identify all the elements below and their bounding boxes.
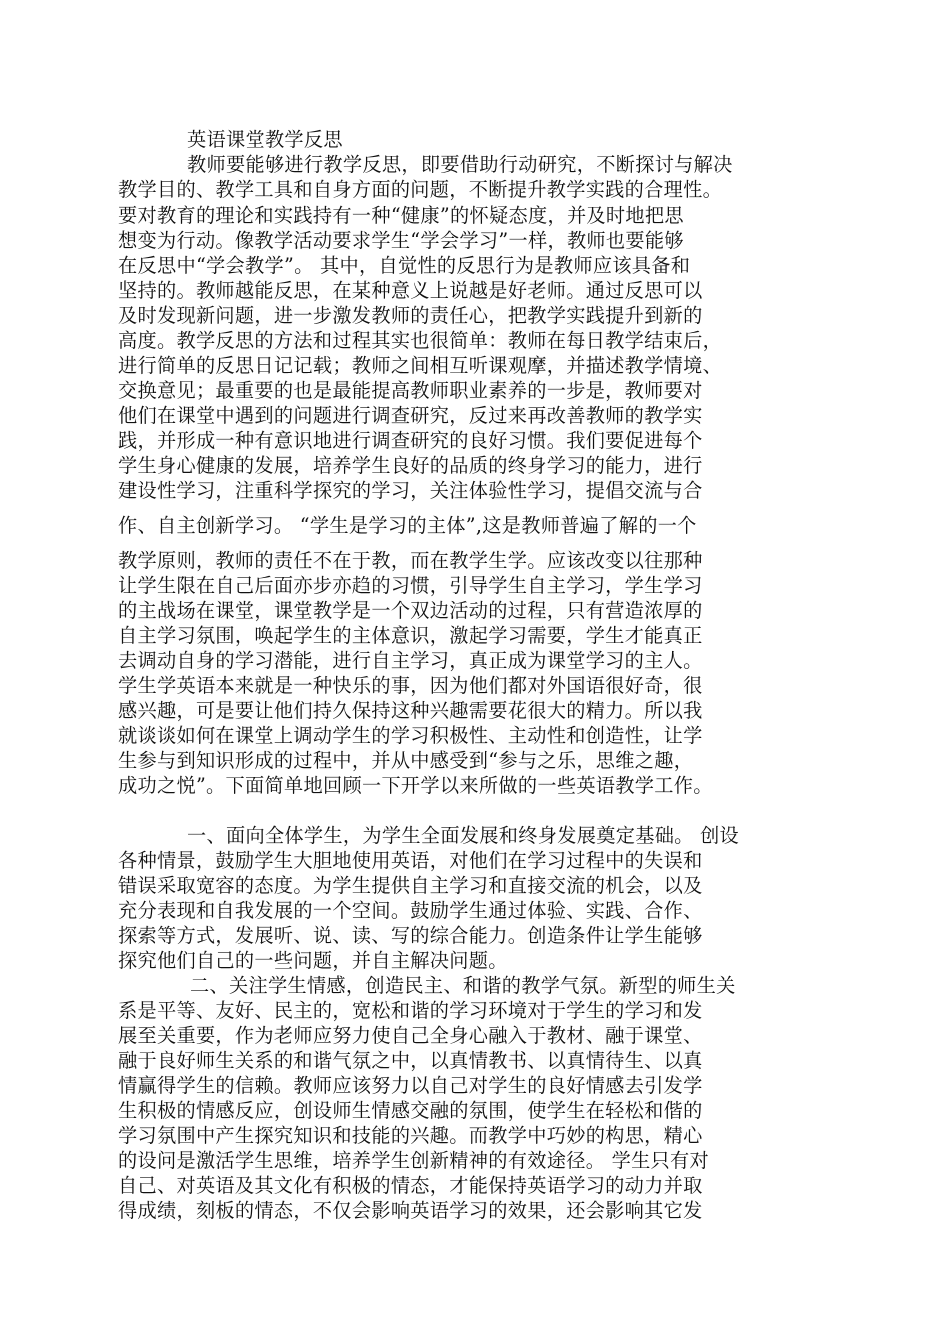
paragraph-line: 作、自主创新学习。 “学生是学习的主体”,这是教师普遍了解的一个 xyxy=(118,514,697,537)
paragraph-line: 践，并形成一种有意识地进行调查研究的良好习惯。我们要促进每个 xyxy=(118,429,703,452)
paragraph-line: 一、面向全体学生，为学生全面发展和终身发展奠定基础。 创设 xyxy=(187,824,740,847)
paragraph-line: 高度。教学反思的方法和过程其实也很简单：教师在每日教学结束后， xyxy=(118,329,723,352)
paragraph-line: 探究他们自己的一些问题，并自主解决问题。 xyxy=(118,949,508,972)
paragraph-line: 错误采取宽容的态度。为学生提供自主学习和直接交流的机会，以及 xyxy=(118,874,703,897)
paragraph-line: 学生学英语本来就是一种快乐的事，因为他们都对外国语很好奇，很 xyxy=(118,674,703,697)
paragraph-line: 教学目的、教学工具和自身方面的问题，不断提升教学实践的合理性。 xyxy=(118,178,723,201)
document-title: 英语课堂教学反思 xyxy=(187,128,343,151)
paragraph-line: 自己、对英语及其文化有积极的情态，才能保持英语学习的动力并取 xyxy=(118,1174,703,1197)
paragraph-line: 探索等方式，发展听、说、读、写的综合能力。创造条件让学生能够 xyxy=(118,924,703,947)
paragraph-line: 去调动自身的学习潜能，进行自主学习，真正成为课堂学习的主人。 xyxy=(118,649,703,672)
paragraph-line: 自主学习氛围，唤起学生的主体意识，激起学习需要，学生才能真正 xyxy=(118,624,703,647)
paragraph-line: 融于良好师生关系的和谐气氛之中，以真情教书、以真情待生、以真 xyxy=(118,1049,703,1072)
paragraph-line: 各种情景，鼓励学生大胆地使用英语，对他们在学习过程中的失误和 xyxy=(118,849,703,872)
paragraph-line: 要对教育的理论和实践持有一种“健康”的怀疑态度，并及时地把思 xyxy=(118,204,684,227)
paragraph-line: 进行简单的反思日记记载；教师之间相互听课观摩，并描述教学情境、 xyxy=(118,354,723,377)
paragraph-line: 的设问是激活学生思维，培养学生创新精神的有效途径。 学生只有对 xyxy=(118,1149,710,1172)
paragraph-line: 学习氛围中产生探究知识和技能的兴趣。而教学中巧妙的构思，精心 xyxy=(118,1124,703,1147)
paragraph-line: 想变为行动。像教学活动要求学生“学会学习”一样，教师也要能够 xyxy=(118,229,684,252)
paragraph-line: 让学生限在自己后面亦步亦趋的习惯，引导学生自主学习，学生学习 xyxy=(118,574,703,597)
paragraph-line: 生参与到知识形成的过程中，并从中感受到“参与之乐，思维之趣， xyxy=(118,749,694,772)
paragraph-line: 充分表现和自我发展的一个空间。鼓励学生通过体验、实践、合作、 xyxy=(118,899,703,922)
paragraph-line: 建设性学习，注重科学探究的学习，关注体验性学习，提倡交流与合 xyxy=(118,479,703,502)
paragraph-line: 坚持的。教师越能反思，在某种意义上说越是好老师。通过反思可以 xyxy=(118,279,703,302)
paragraph-line: 成功之悦”。下面简单地回顾一下开学以来所做的一些英语教学工作。 xyxy=(118,774,713,797)
paragraph-line: 生积极的情感反应，创设师生情感交融的氛围，使学生在轻松和偕的 xyxy=(118,1099,703,1122)
paragraph-line: 情赢得学生的信赖。教师应该努力以自己对学生的良好情感去引发学 xyxy=(118,1074,703,1097)
paragraph-line: 得成绩，刻板的情态，不仅会影响英语学习的效果，还会影响其它发 xyxy=(118,1199,703,1222)
paragraph-line: 展至关重要，作为老师应努力使自己全身心融入于教材、融于课堂、 xyxy=(118,1024,703,1047)
paragraph-line: 交换意见；最重要的也是最能提高教师职业素养的一步是，教师要对 xyxy=(118,379,703,402)
paragraph-line: 系是平等、友好、民主的，宽松和谐的学习环境对于学生的学习和发 xyxy=(118,999,703,1022)
paragraph-line: 他们在课堂中遇到的问题进行调查研究，反过来再改善教师的教学实 xyxy=(118,404,703,427)
paragraph-line: 就谈谈如何在课堂上调动学生的学习积极性、主动性和创造性，让学 xyxy=(118,724,703,747)
paragraph-line: 在反思中“学会教学”。 其中，自觉性的反思行为是教师应该具备和 xyxy=(118,254,691,277)
paragraph-line: 教师要能够进行教学反思，即要借助行动研究，不断探讨与解决 xyxy=(187,153,733,176)
paragraph-line: 二、关注学生情感，创造民主、和谐的教学气氛。新型的师生关 xyxy=(190,974,736,997)
paragraph-line: 感兴趣，可是要让他们持久保持这种兴趣需要花很大的精力。所以我 xyxy=(118,699,703,722)
paragraph-line: 学生身心健康的发展，培养学生良好的品质的终身学习的能力，进行 xyxy=(118,454,703,477)
paragraph-line: 的主战场在课堂，课堂教学是一个双边活动的过程，只有营造浓厚的 xyxy=(118,599,703,622)
paragraph-line: 及时发现新问题，进一步激发教师的责任心，把教学实践提升到新的 xyxy=(118,304,703,327)
paragraph-line: 教学原则，教师的责任不在于教，而在教学生学。应该改变以往那种 xyxy=(118,549,703,572)
